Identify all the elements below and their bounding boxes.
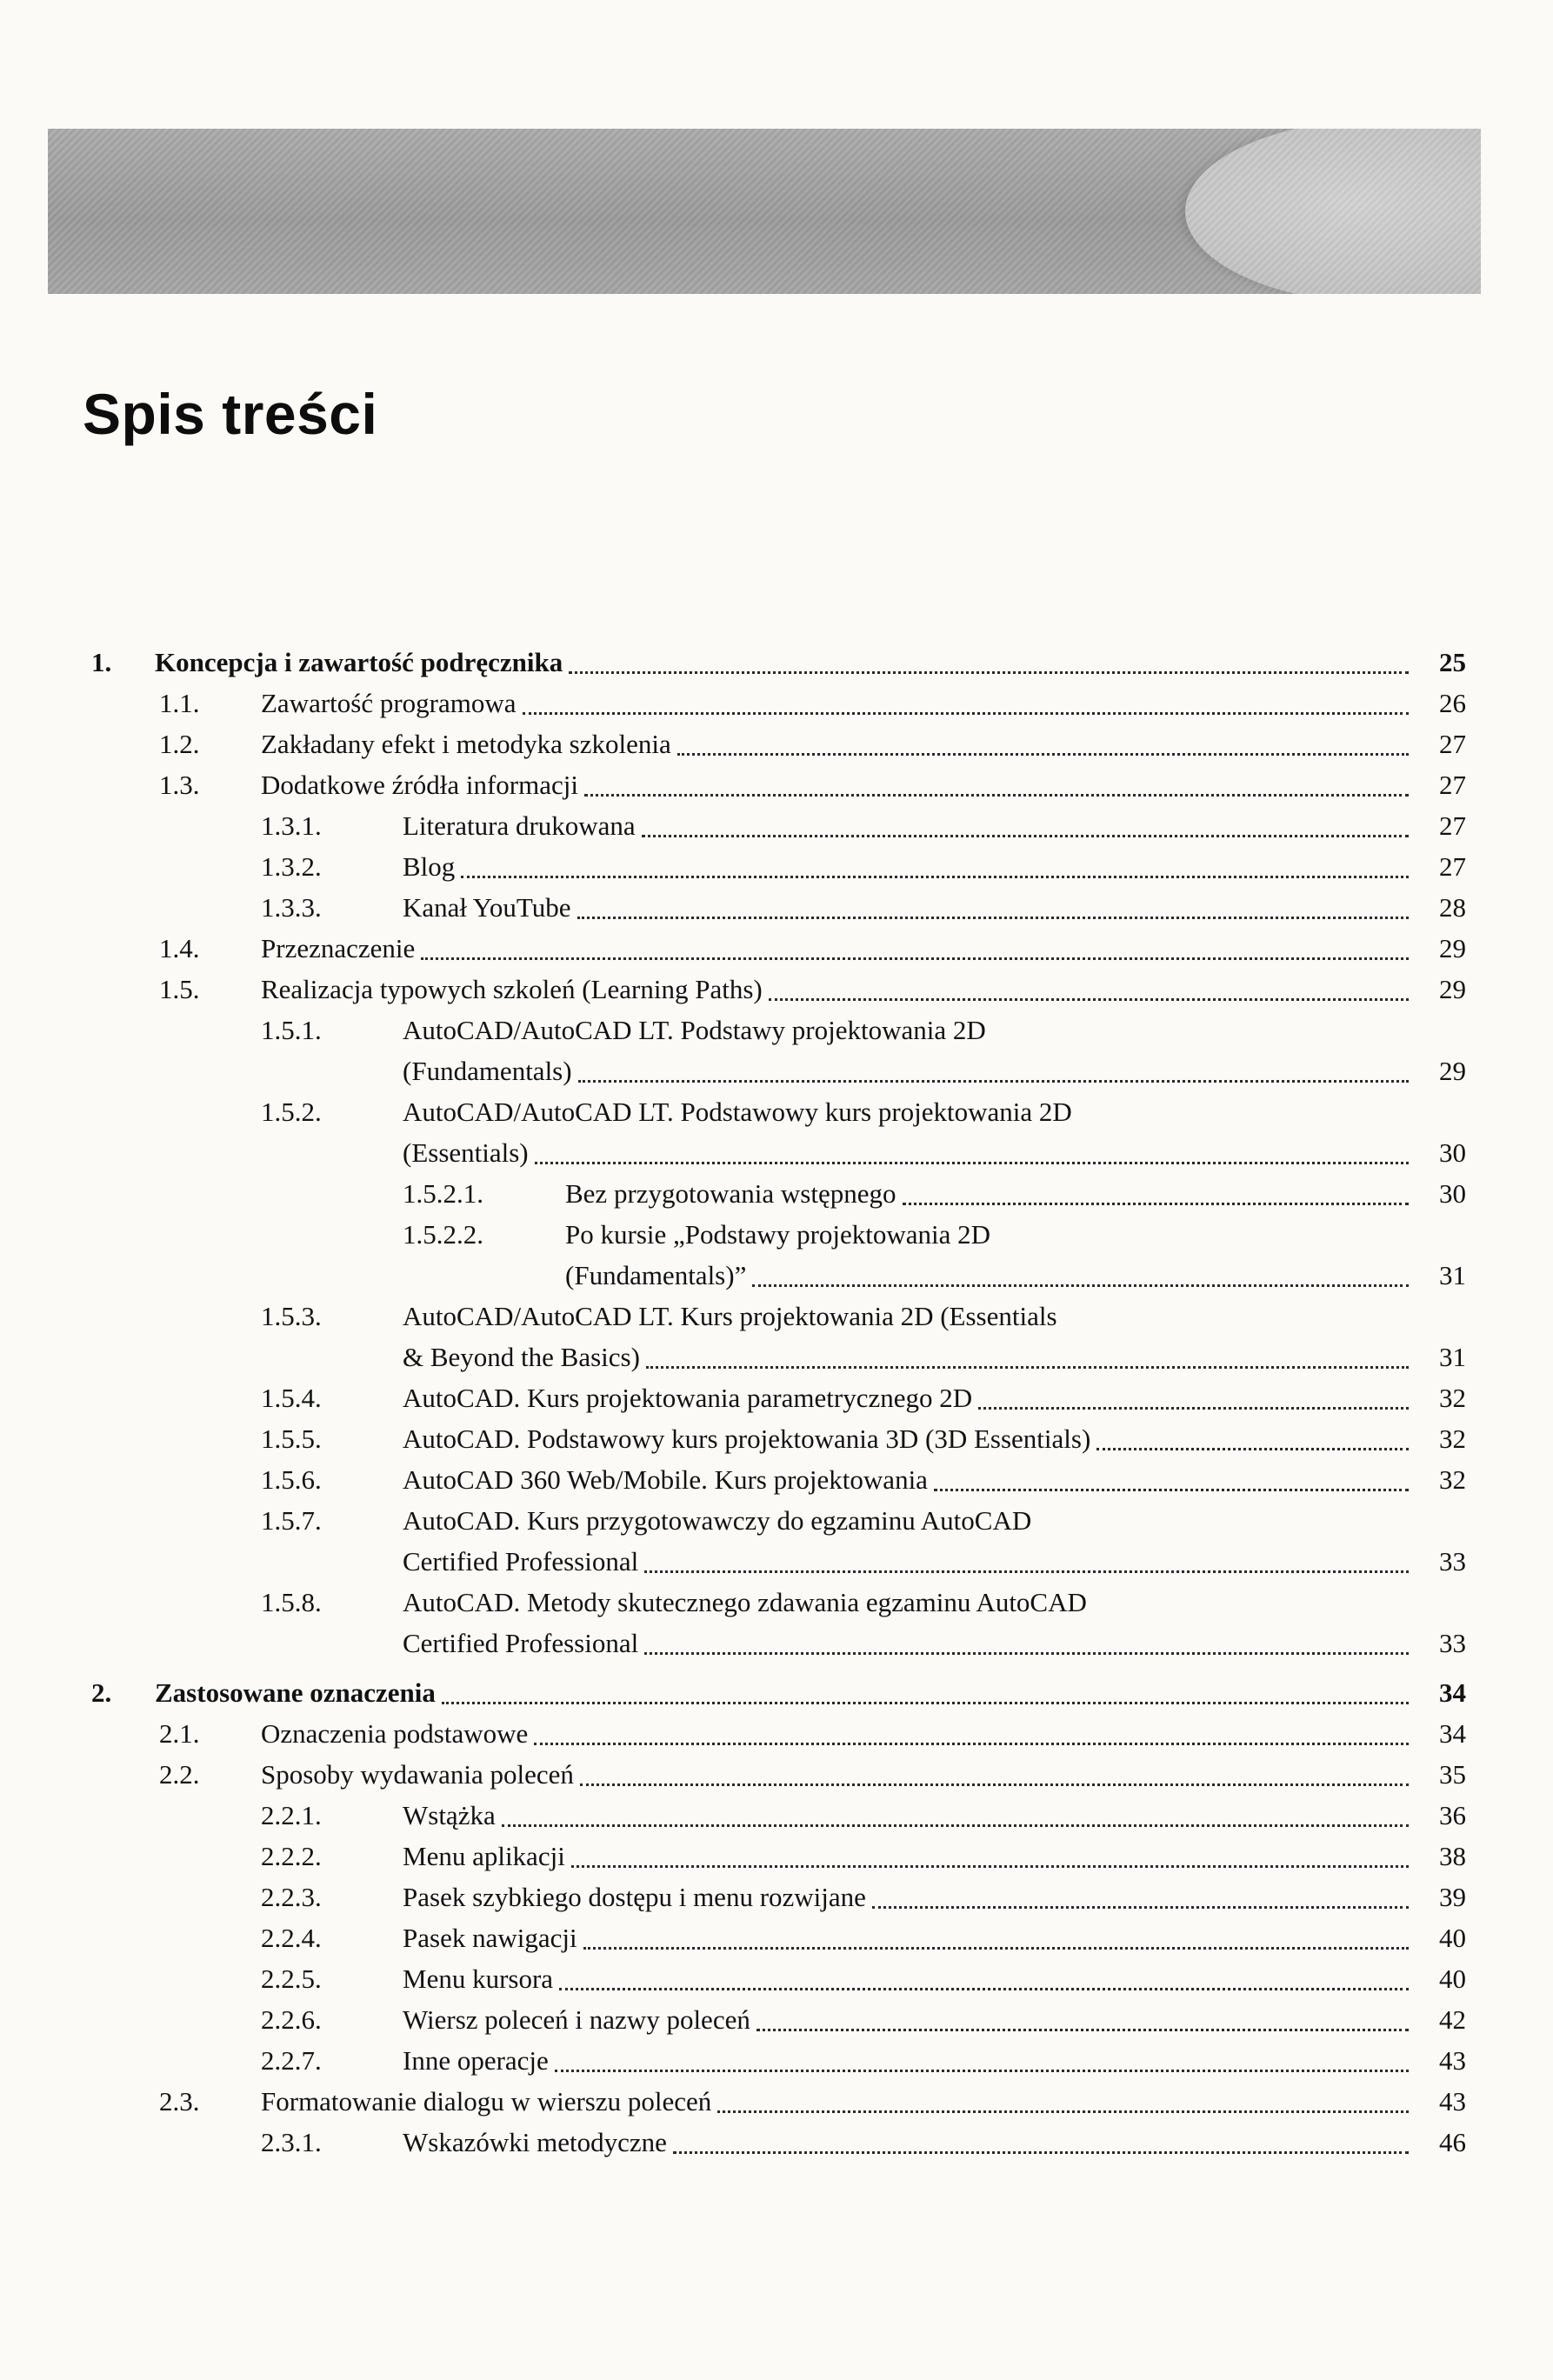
toc-leader-dots	[442, 1672, 1409, 1713]
toc-entry-text: Wskazówki metodyczne	[403, 2127, 667, 2157]
toc-entry-text: Zakładany efekt i metodyka szkolenia	[261, 729, 671, 759]
toc-entry-text: Blog	[403, 851, 456, 882]
toc-entry-text: Literatura drukowana	[403, 810, 636, 841]
toc-leader-dots	[580, 1754, 1409, 1795]
decorative-header-band	[48, 129, 1481, 294]
toc-page-number: 46	[1439, 2127, 1466, 2157]
toc-leader-dots	[578, 1050, 1409, 1091]
toc-row	[91, 1877, 1466, 1917]
toc-row	[91, 1132, 1466, 1173]
toc-leader-dots	[461, 846, 1409, 887]
toc-entry-text: Wiersz poleceń i nazwy poleceń	[403, 2004, 750, 2035]
toc-row	[91, 683, 1466, 723]
toc-row	[91, 846, 1466, 887]
toc-page-number: 32	[1439, 1423, 1466, 1454]
toc-page-number: 43	[1439, 2086, 1466, 2117]
toc-entry-text: AutoCAD/AutoCAD LT. Podstawowy kurs projektowania 2D	[403, 1097, 1072, 1127]
toc-leader-dots	[534, 1713, 1409, 1754]
toc-leader-dots	[644, 1623, 1409, 1663]
toc-entry-text: Po kursie „Podstawy projektowania 2D	[565, 1219, 991, 1250]
toc-entry-number: 2.2.4.	[261, 1923, 322, 1953]
toc-row	[91, 1255, 1466, 1296]
toc-entry-number: 2.3.	[159, 2086, 200, 2117]
decorative-ellipse	[1185, 129, 1481, 294]
toc-entry-number: 1.3.2.	[261, 851, 322, 882]
toc-row	[91, 1836, 1466, 1877]
toc-page-number: 39	[1439, 1882, 1466, 1912]
toc-row	[91, 1582, 1466, 1623]
toc-entry-number: 1.5.5.	[261, 1423, 322, 1454]
toc-page-number: 40	[1439, 1963, 1466, 1994]
toc-entry-text: Pasek nawigacji	[403, 1923, 577, 1953]
toc-entry-number: 1.3.3.	[261, 892, 322, 923]
toc-row	[91, 969, 1466, 1010]
toc-page-number: 34	[1439, 1677, 1466, 1708]
toc-leader-dots	[569, 642, 1409, 683]
toc-leader-dots	[646, 1337, 1409, 1377]
toc-page-number: 27	[1439, 810, 1466, 841]
toc-row	[91, 1999, 1466, 2040]
toc-entry-number: 1.3.1.	[261, 810, 322, 841]
toc-page-number: 32	[1439, 1464, 1466, 1495]
toc-entry-number: 1.	[91, 647, 112, 677]
toc-page-number: 30	[1439, 1137, 1466, 1168]
toc-entry-number: 1.5.3.	[261, 1301, 322, 1331]
toc-entry-number: 2.2.7.	[261, 2045, 322, 2076]
toc-entry-text: Oznaczenia podstawowe	[261, 1718, 529, 1749]
toc-entry-text: AutoCAD. Podstawowy kurs projektowania 3D (3D Essentials)	[403, 1423, 1091, 1454]
toc-page-number: 32	[1439, 1383, 1466, 1413]
toc-row	[91, 1377, 1466, 1418]
toc-leader-dots	[555, 2040, 1409, 2081]
toc-page-number: 27	[1439, 851, 1466, 882]
toc-entry-text: Inne operacje	[403, 2045, 549, 2076]
toc-entry-number: 2.2.3.	[261, 1882, 322, 1912]
toc-leader-dots	[757, 1999, 1409, 2040]
toc-row	[91, 1337, 1466, 1377]
toc-entry-text: (Fundamentals)	[403, 1056, 572, 1086]
toc-leader-dots	[934, 1459, 1409, 1500]
toc-leader-dots	[1096, 1418, 1409, 1459]
toc-entry-number: 2.2.5.	[261, 1963, 322, 1994]
toc-row	[91, 1214, 1466, 1255]
toc-leader-dots	[559, 1958, 1409, 1999]
toc-page-number: 31	[1439, 1260, 1466, 1290]
toc-leader-dots	[872, 1877, 1409, 1917]
toc-entry-number: 2.3.1.	[261, 2127, 322, 2157]
toc-row	[91, 2040, 1466, 2081]
toc-leader-dots	[642, 805, 1409, 846]
toc-page-number: 29	[1439, 1056, 1466, 1086]
toc-leader-dots	[717, 2081, 1409, 2122]
toc-row	[91, 642, 1466, 683]
toc-row	[91, 2081, 1466, 2122]
toc-page-number: 25	[1439, 647, 1466, 677]
toc-entry-text: Przeznaczenie	[261, 933, 416, 963]
toc-entry-text: (Essentials)	[403, 1137, 529, 1168]
toc-list	[91, 642, 1466, 2163]
toc-leader-dots	[535, 1132, 1409, 1173]
toc-entry-number: 1.5.7.	[261, 1505, 322, 1536]
toc-entry-number: 1.3.	[159, 770, 200, 800]
toc-page-number: 27	[1439, 770, 1466, 800]
toc-row	[91, 928, 1466, 969]
toc-leader-dots	[978, 1377, 1409, 1418]
toc-leader-dots	[752, 1255, 1409, 1296]
toc-entry-text: AutoCAD. Kurs przygotowawczy do egzaminu AutoCAD	[403, 1505, 1032, 1536]
toc-row	[91, 1672, 1466, 1713]
toc-entry-text: (Fundamentals)”	[565, 1260, 747, 1290]
toc-row	[91, 764, 1466, 805]
toc-entry-text: Zawartość programowa	[261, 688, 517, 718]
toc-leader-dots	[571, 1836, 1409, 1877]
toc-leader-dots	[644, 1541, 1409, 1582]
page-title: Spis treści	[83, 382, 378, 446]
toc-leader-dots	[673, 2122, 1409, 2163]
toc-entry-number: 1.5.6.	[261, 1464, 322, 1495]
toc-entry-number: 1.2.	[159, 729, 200, 759]
toc-entry-number: 1.5.1.	[261, 1015, 322, 1045]
toc-page-number: 40	[1439, 1923, 1466, 1953]
toc-entry-number: 1.1.	[159, 688, 200, 718]
toc-leader-dots	[584, 764, 1409, 805]
toc-row	[91, 1541, 1466, 1582]
toc-page-number: 38	[1439, 1841, 1466, 1871]
toc-row	[91, 1623, 1466, 1663]
toc-page-number: 34	[1439, 1718, 1466, 1749]
toc-page-number: 35	[1439, 1759, 1466, 1790]
toc-entry-text: Certified Professional	[403, 1546, 639, 1577]
toc-leader-dots	[769, 969, 1409, 1010]
toc-entry-number: 2.	[91, 1677, 112, 1708]
toc-entry-number: 1.4.	[159, 933, 200, 963]
toc-page-number: 36	[1439, 1800, 1466, 1830]
toc-row	[91, 1173, 1466, 1214]
toc-entry-number: 1.5.	[159, 974, 200, 1004]
toc-row	[91, 1754, 1466, 1795]
toc-leader-dots	[523, 683, 1409, 723]
toc-entry-number: 2.2.2.	[261, 1841, 322, 1871]
toc-page-number: 26	[1439, 688, 1466, 718]
toc-page-number: 31	[1439, 1342, 1466, 1372]
toc-entry-text: Certified Professional	[403, 1628, 639, 1658]
toc-page-number: 29	[1439, 974, 1466, 1004]
toc-row	[91, 887, 1466, 928]
toc-entry-text: Menu kursora	[403, 1963, 554, 1994]
toc-entry-text: Sposoby wydawania poleceń	[261, 1759, 574, 1790]
toc-entry-text: Formatowanie dialogu w wierszu poleceń	[261, 2086, 712, 2117]
toc-entry-number: 2.1.	[159, 1718, 200, 1749]
toc-row	[91, 1296, 1466, 1337]
toc-entry-text: Pasek szybkiego dostępu i menu rozwijane	[403, 1882, 866, 1912]
toc-leader-dots	[677, 723, 1409, 764]
toc-row	[91, 1091, 1466, 1132]
toc-page-number: 28	[1439, 892, 1466, 923]
toc-entry-text: AutoCAD/AutoCAD LT. Kurs projektowania 2D (Essentials	[403, 1301, 1057, 1331]
toc-leader-dots	[421, 928, 1409, 969]
toc-row	[91, 1459, 1466, 1500]
toc-entry-number: 1.5.2.2.	[403, 1219, 483, 1250]
toc-entry-text: AutoCAD/AutoCAD LT. Podstawy projektowania 2D	[403, 1015, 986, 1045]
toc-entry-number: 1.5.8.	[261, 1587, 322, 1617]
toc-page-number: 29	[1439, 933, 1466, 963]
toc-entry-text: AutoCAD 360 Web/Mobile. Kurs projektowania	[403, 1464, 928, 1495]
toc-entry-text: Koncepcja i zawartość podręcznika	[155, 647, 563, 677]
toc-leader-dots	[583, 1917, 1409, 1958]
toc-row	[91, 1500, 1466, 1541]
toc-leader-dots	[903, 1173, 1410, 1214]
toc-page-number: 43	[1439, 2045, 1466, 2076]
toc-row	[91, 723, 1466, 764]
toc-entry-number: 2.2.	[159, 1759, 200, 1790]
toc-row	[91, 2122, 1466, 2163]
toc-entry-text: Kanał YouTube	[403, 892, 571, 923]
toc-entry-text: Bez przygotowania wstępnego	[565, 1178, 896, 1209]
toc-leader-dots	[577, 887, 1409, 928]
toc-leader-dots	[502, 1795, 1409, 1836]
toc-row	[91, 1418, 1466, 1459]
toc-entry-number: 1.5.4.	[261, 1383, 322, 1413]
toc-row	[91, 1958, 1466, 1999]
toc-row	[91, 1713, 1466, 1754]
toc-row	[91, 1795, 1466, 1836]
toc-entry-text: Dodatkowe źródła informacji	[261, 770, 578, 800]
toc-page-number: 42	[1439, 2004, 1466, 2035]
toc-entry-text: Wstążka	[403, 1800, 496, 1830]
toc-entry-text: AutoCAD. Kurs projektowania parametrycznego 2D	[403, 1383, 973, 1413]
toc-page-number: 33	[1439, 1546, 1466, 1577]
toc-row	[91, 1917, 1466, 1958]
toc-entry-number: 1.5.2.1.	[403, 1178, 483, 1209]
toc-page-number: 33	[1439, 1628, 1466, 1658]
toc-page-number: 27	[1439, 729, 1466, 759]
toc-entry-text: & Beyond the Basics)	[403, 1342, 640, 1372]
toc-entry-number: 1.5.2.	[261, 1097, 322, 1127]
toc-row	[91, 805, 1466, 846]
toc-entry-text: Menu aplikacji	[403, 1841, 565, 1871]
toc-row	[91, 1050, 1466, 1091]
toc-entry-text: Zastosowane oznaczenia	[155, 1677, 436, 1708]
toc-entry-text: AutoCAD. Metody skutecznego zdawania egzaminu AutoCAD	[403, 1587, 1087, 1617]
toc-entry-number: 2.2.6.	[261, 2004, 322, 2035]
toc-entry-number: 2.2.1.	[261, 1800, 322, 1830]
toc-page-number: 30	[1439, 1178, 1466, 1209]
toc-row	[91, 1010, 1466, 1050]
toc-entry-text: Realizacja typowych szkoleń (Learning Paths)	[261, 974, 763, 1004]
